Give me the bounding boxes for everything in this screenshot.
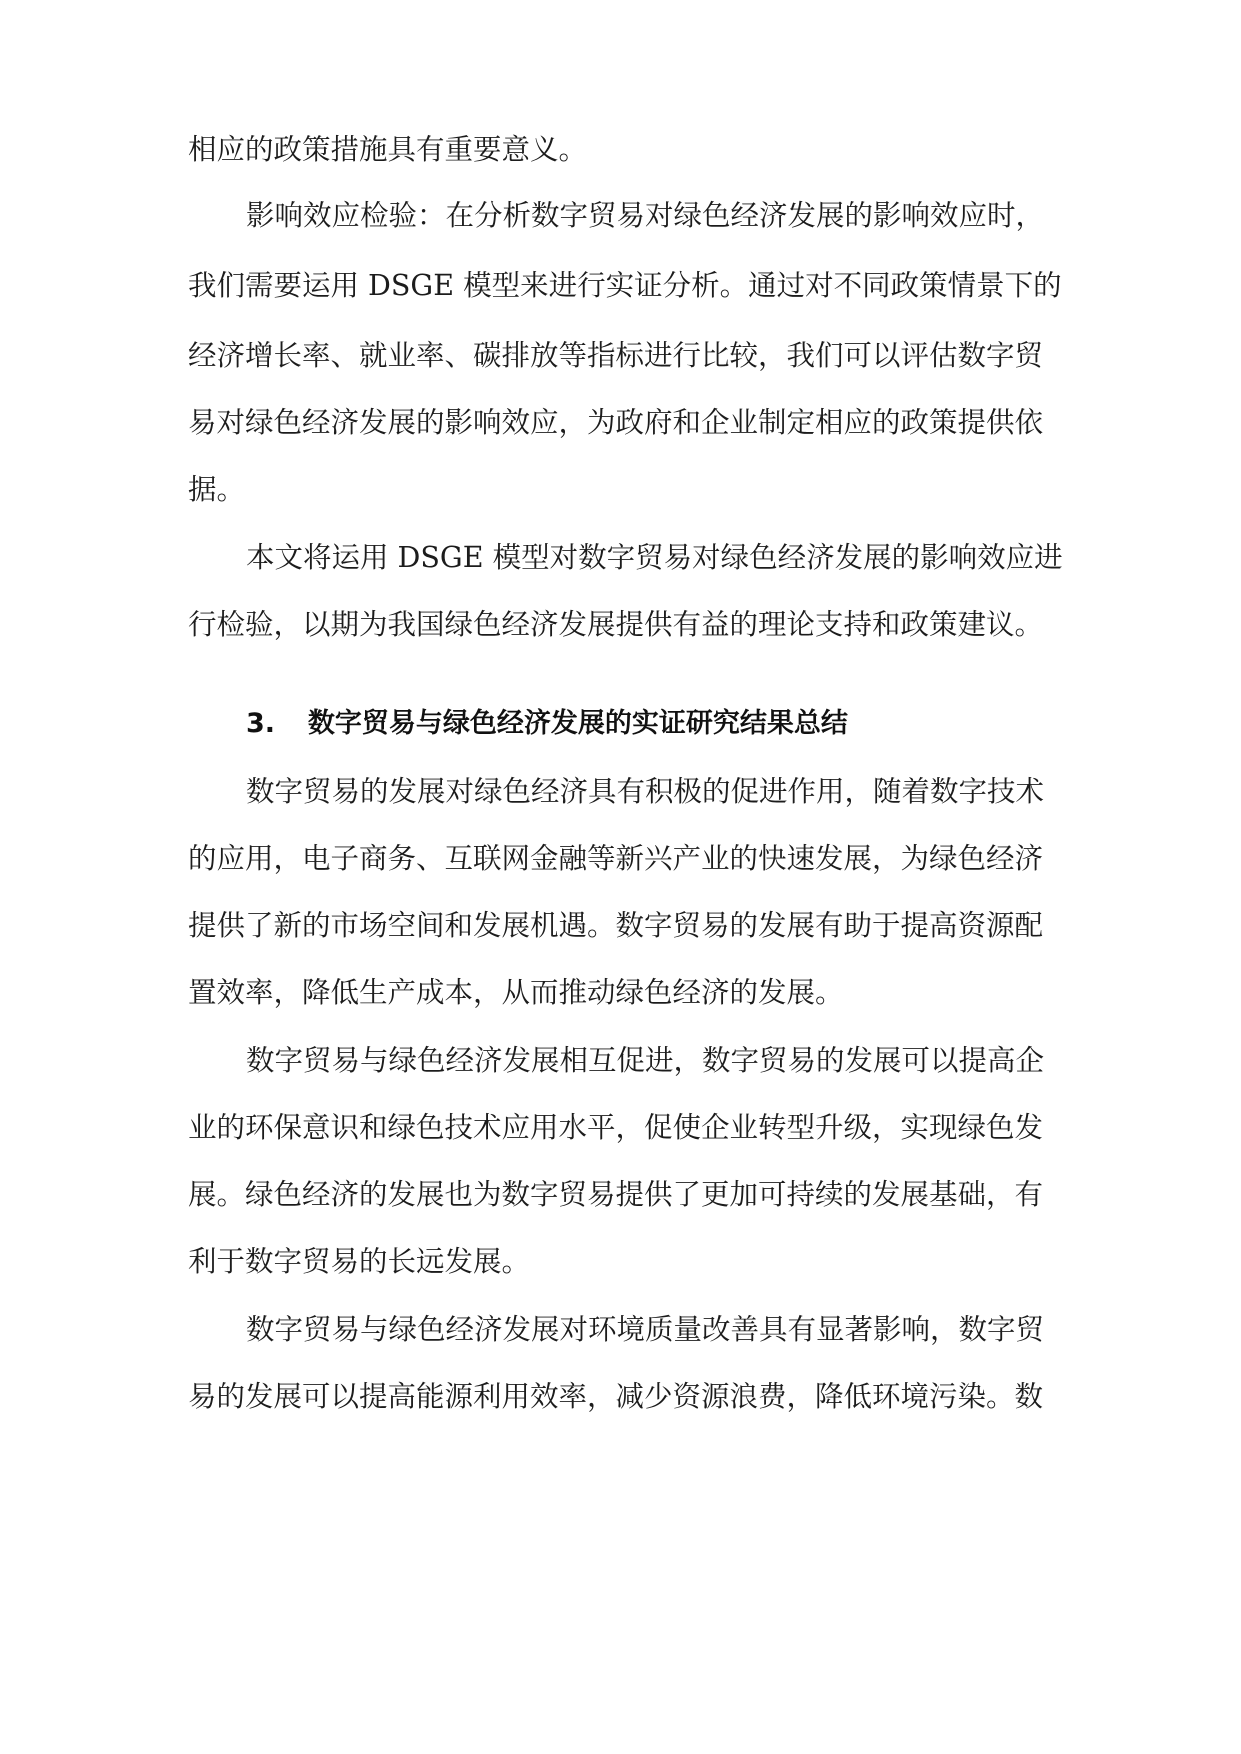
paragraph-line: 提供了新的市场空间和发展机遇。数字贸易的发展有助于提高资源配 <box>188 909 1044 942</box>
paragraph-line: 影响效应检验：在分析数字贸易对绿色经济发展的影响效应时， <box>246 199 1045 232</box>
section-title: 数字贸易与绿色经济发展的实证研究结果总结 <box>307 708 848 739</box>
paragraph-line: 利于数字贸易的长远发展。 <box>188 1245 531 1278</box>
paragraph-line: 本文将运用 DSGE 模型对数字贸易对绿色经济发展的影响效应进 <box>246 541 1063 574</box>
paragraph-line: 置效率，降低生产成本，从而推动绿色经济的发展。 <box>188 976 844 1009</box>
paragraph-line: 数字贸易与绿色经济发展对环境质量改善具有显著影响，数字贸 <box>246 1313 1045 1346</box>
paragraph-line: 易对绿色经济发展的影响效应，为政府和企业制定相应的政策提供依 <box>188 406 1044 439</box>
paragraph-line: 数字贸易的发展对绿色经济具有积极的促进作用，随着数字技术 <box>246 775 1045 808</box>
section-heading <box>246 704 1058 744</box>
paragraph-line: 业的环保意识和绿色技术应用水平，促使企业转型升级，实现绿色发 <box>188 1111 1044 1144</box>
paragraph-line: 的应用，电子商务、互联网金融等新兴产业的快速发展，为绿色经济 <box>188 842 1044 875</box>
paragraph-line: 展。绿色经济的发展也为数字贸易提供了更加可持续的发展基础，有 <box>188 1178 1044 1211</box>
paragraph-line: 相应的政策措施具有重要意义。 <box>188 133 588 166</box>
paragraph-line: 我们需要运用 DSGE 模型来进行实证分析。通过对不同政策情景下的 <box>188 269 1062 302</box>
section-number: 3. <box>246 708 276 739</box>
paragraph-line: 数字贸易与绿色经济发展相互促进，数字贸易的发展可以提高企 <box>246 1044 1045 1077</box>
paragraph-line: 行检验，以期为我国绿色经济发展提供有益的理论支持和政策建议。 <box>188 608 1044 641</box>
paragraph-line: 据。 <box>188 473 246 506</box>
paragraph-line: 易的发展可以提高能源利用效率，减少资源浪费，降低环境污染。数 <box>188 1380 1044 1413</box>
paragraph-line: 经济增长率、就业率、碳排放等指标进行比较，我们可以评估数字贸 <box>188 339 1044 372</box>
